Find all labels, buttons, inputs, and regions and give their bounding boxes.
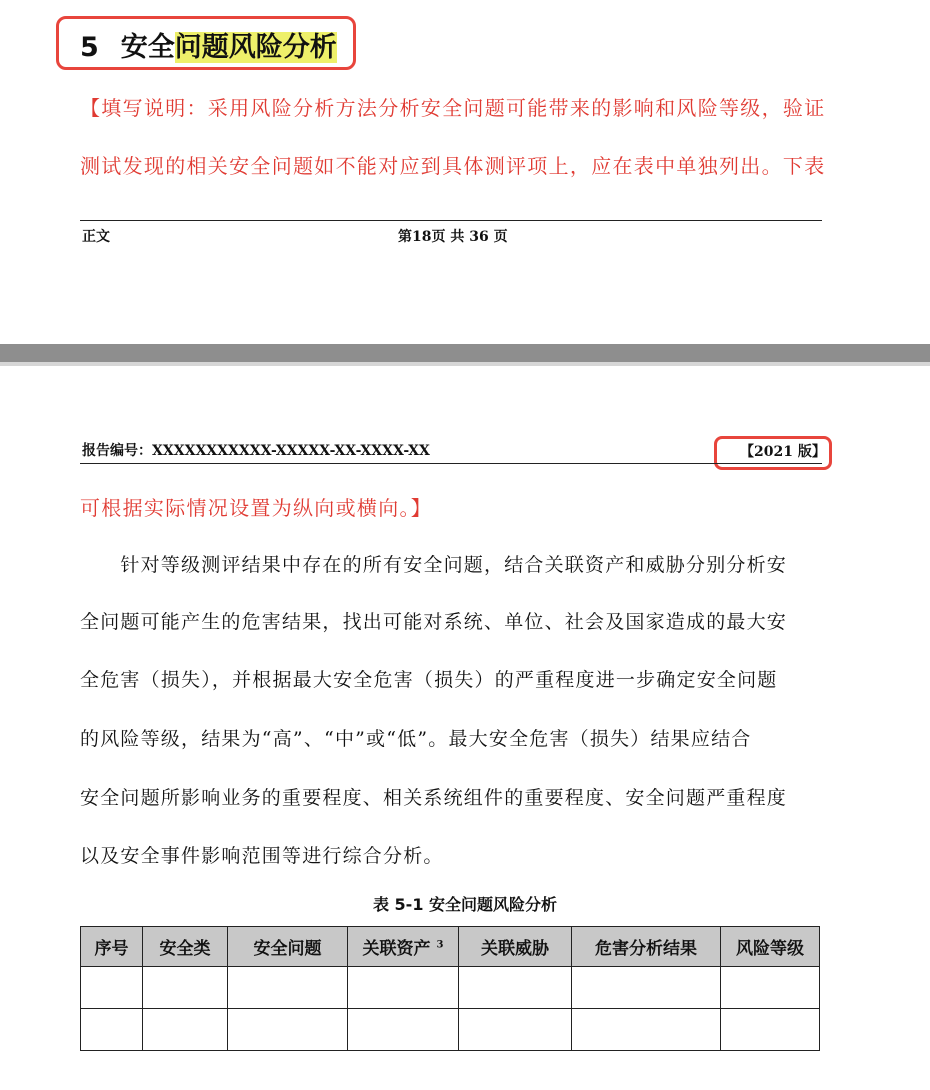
version-label: 【2021 版】 <box>740 444 826 460</box>
body-paragraph-line-3: 全危害（损失），并根据最大安全危害（损失）的严重程度进一步确定安全问题 <box>80 669 778 691</box>
body-paragraph-line-5: 安全问题所影响业务的重要程度、相关系统组件的重要程度、安全问题严重程度 <box>80 787 788 809</box>
col-header-related-threat: 关联威胁 <box>459 927 572 967</box>
table-header-row <box>81 927 820 967</box>
page-separator-shadow <box>0 362 930 366</box>
body-paragraph-line-4: 的风险等级，结果为“高”、“中”或“低”。最大安全危害（损失）结果应结合 <box>80 728 752 750</box>
instruction-note-continued: 可根据实际情况设置为纵向或横向。】 <box>80 496 433 520</box>
table-cell[interactable] <box>81 1009 143 1051</box>
footer-rule <box>80 220 822 221</box>
header-rule <box>80 463 822 464</box>
col-header-harm-analysis: 危害分析结果 <box>572 927 721 967</box>
col-header-index: 序号 <box>81 927 143 967</box>
table-row <box>81 1009 820 1051</box>
section-title-plain: 安全 <box>120 32 175 63</box>
col-header-related-asset <box>348 927 459 967</box>
risk-analysis-table <box>80 926 820 1051</box>
table-cell[interactable] <box>143 967 228 1009</box>
table-cell[interactable] <box>572 1009 721 1051</box>
body-paragraph-line-1: 针对等级测评结果中存在的所有安全问题，结合关联资产和威胁分别分析安 <box>80 554 788 576</box>
table-cell[interactable] <box>228 1009 348 1051</box>
report-number: 报告编号：XXXXXXXXXXX-XXXXX-XX-XXXX-XX <box>82 443 430 459</box>
footer-section-label: 正文 <box>82 229 110 245</box>
body-paragraph-line-6: 以及安全事件影响范围等进行综合分析。 <box>80 845 444 867</box>
footer-page-number: 第18页 共 36 页 <box>398 229 508 245</box>
table-row <box>81 967 820 1009</box>
col-header-risk-level: 风险等级 <box>721 927 820 967</box>
table-cell[interactable] <box>348 967 459 1009</box>
table-cell[interactable] <box>721 1009 820 1051</box>
table-caption: 表 5-1 安全问题风险分析 <box>372 895 558 914</box>
body-paragraph-line-2: 全问题可能产生的危害结果，找出可能对系统、单位、社会及国家造成的最大安 <box>80 611 788 633</box>
instruction-note-line-2: 测试发现的相关安全问题如不能对应到具体测评项上，应在表中单独列出。下表 <box>80 154 826 178</box>
section-number: 5 <box>80 32 99 63</box>
table-cell[interactable] <box>228 967 348 1009</box>
page-separator <box>0 344 930 362</box>
col-header-security-category: 安全类 <box>143 927 228 967</box>
instruction-note-line-1: 【填写说明：采用风险分析方法分析安全问题可能带来的影响和风险等级，验证 <box>80 96 826 120</box>
table-cell[interactable] <box>459 1009 572 1051</box>
table-cell[interactable] <box>81 967 143 1009</box>
section-title-highlight: 问题风险分析 <box>174 32 337 63</box>
table-cell[interactable] <box>721 967 820 1009</box>
table-cell[interactable] <box>459 967 572 1009</box>
footnote-marker: 3 <box>436 939 444 951</box>
table-cell[interactable] <box>143 1009 228 1051</box>
table-cell[interactable] <box>348 1009 459 1051</box>
col-header-security-issue: 安全问题 <box>228 927 348 967</box>
related-asset-label: 关联资产 <box>362 939 431 959</box>
section-heading <box>80 28 337 68</box>
table-cell[interactable] <box>572 967 721 1009</box>
